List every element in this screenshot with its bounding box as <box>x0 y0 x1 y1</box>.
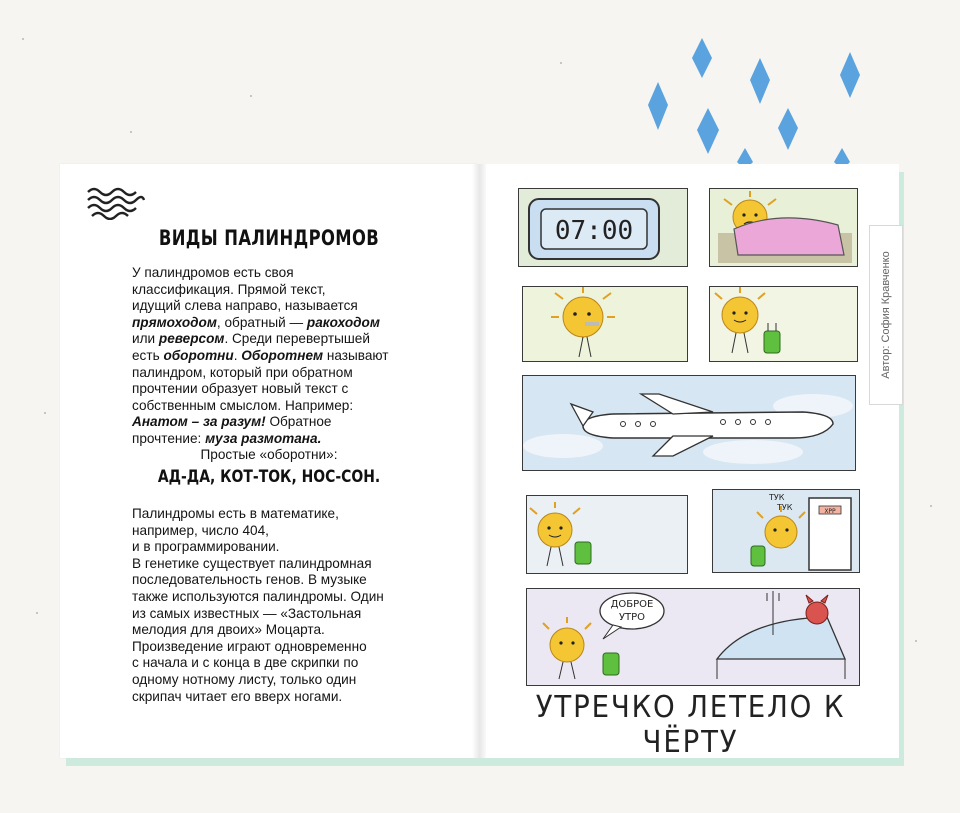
paragraph-line <box>132 282 422 299</box>
paragraph-line: мелодия для двоих» Моцарта. <box>132 622 325 638</box>
paragraph-line: одному нотному листу, только один <box>132 671 357 687</box>
paragraph-line: последовательность генов. В музыке <box>132 572 367 588</box>
applications-paragraph <box>132 506 422 705</box>
paper-speck <box>915 640 917 642</box>
emphasized-term: муза размотана. <box>205 430 322 446</box>
paragraph-line: например, число 404, <box>132 522 269 538</box>
page-title: ВИДЫ ПАЛИНДРОМОВ <box>158 226 380 250</box>
door-sign: ХРР <box>824 508 836 515</box>
speech-bubble-line: ДОБРОЕ <box>610 599 654 610</box>
emphasized-term: прямоходом <box>132 314 217 330</box>
comic-panel-alarm-clock <box>518 188 688 267</box>
text-segment: палиндром, который при обратном <box>132 364 353 380</box>
author-tab <box>869 225 903 405</box>
sun-sleeping-illustration <box>710 189 857 266</box>
comic-panel-good-morning <box>526 588 860 686</box>
simple-werewolves-examples: АД-ДА, КОТ-ТОК, НОС-СОН. <box>157 467 381 487</box>
paragraph-line: также используются палиндромы. Один <box>132 588 384 604</box>
paragraph-line <box>132 414 422 431</box>
text-segment: есть <box>132 347 164 363</box>
paragraph-line <box>132 265 422 282</box>
sun-with-suitcase-illustration <box>710 287 857 361</box>
paragraph-line: и в программировании. <box>132 539 280 555</box>
sun-at-door-illustration <box>713 490 859 572</box>
paragraph-line <box>132 398 422 415</box>
comic-panel-sun-walking <box>526 495 688 574</box>
paper-speck <box>930 505 932 507</box>
alarm-clock-illustration <box>519 189 687 266</box>
knock-text: ТУК <box>777 503 793 512</box>
paper-speck <box>44 412 46 414</box>
squiggle-decoration <box>86 186 146 220</box>
text-segment: прочтение: <box>132 430 206 446</box>
paragraph-line <box>132 348 422 365</box>
paragraph-line <box>132 331 422 348</box>
comic-panel-sun-at-door <box>712 489 860 573</box>
text-segment: идущий слева направо, называется <box>132 298 358 314</box>
airplane-illustration <box>523 376 855 470</box>
paragraph-line <box>132 315 422 332</box>
sun-brushing-illustration <box>523 287 687 361</box>
knock-text: ТУК <box>769 493 785 502</box>
paper-speck <box>22 38 24 40</box>
text-segment: собственным смыслом. Например: <box>132 397 354 413</box>
text-segment: классификация. Прямой текст, <box>132 281 326 297</box>
raindrops-illustration <box>630 20 880 170</box>
paper-speck <box>36 612 38 614</box>
clock-time: 07:00 <box>554 216 634 246</box>
text-segment: Обратное <box>265 414 332 430</box>
paragraph-line: Палиндромы есть в математике, <box>132 506 339 521</box>
comic-panel-sun-in-bed <box>709 188 858 267</box>
paragraph-line: скрипач читает его вверх ногами. <box>132 688 343 704</box>
paragraph-line <box>132 365 422 382</box>
emphasized-term: Оборотнем <box>241 347 324 363</box>
text-segment: . <box>233 347 242 363</box>
paragraph-line: В генетике существует палиндромная <box>132 555 372 571</box>
comic-panel-sun-brushing <box>522 286 688 362</box>
text-segment: прочтении образует новый текст с <box>132 381 349 397</box>
sun-walking-illustration <box>527 496 687 573</box>
emphasized-term: Анатом – за разум! <box>132 414 266 430</box>
paragraph-line: Произведение играют одновременно <box>132 638 367 654</box>
paper-speck <box>560 62 562 64</box>
text-segment: . Среди перевертышей <box>224 331 370 347</box>
paragraph-line <box>132 431 422 448</box>
paragraph-line: с начала и с конца в две скрипки по <box>132 655 359 671</box>
paper-speck <box>250 95 252 97</box>
emphasized-term: ракоходом <box>306 314 380 330</box>
emphasized-term: реверсом <box>158 331 225 347</box>
text-segment: У палиндромов есть своя <box>132 265 294 280</box>
text-segment: называют <box>323 347 389 363</box>
paragraph-line <box>132 381 422 398</box>
comic-panel-sun-suitcase <box>709 286 858 362</box>
paragraph-line <box>132 298 422 315</box>
good-morning-illustration <box>527 589 859 685</box>
author-credit: Автор: София Кравченко <box>880 251 892 379</box>
paper-speck <box>130 131 132 133</box>
paragraph-line: из самых известных — «Застольная <box>132 605 362 621</box>
comic-panel-airplane <box>522 375 856 471</box>
text-segment: , обратный — <box>216 314 307 330</box>
text-segment: или <box>132 331 159 347</box>
speech-bubble-line: УТРО <box>618 612 646 623</box>
comic-caption: УТРЕЧКО ЛЕТЕЛО К ЧЁРТУ <box>535 690 846 760</box>
classification-paragraph <box>132 265 422 448</box>
simple-werewolves-label: Простые «оборотни»: <box>200 447 338 462</box>
emphasized-term: оборотни <box>163 347 234 363</box>
